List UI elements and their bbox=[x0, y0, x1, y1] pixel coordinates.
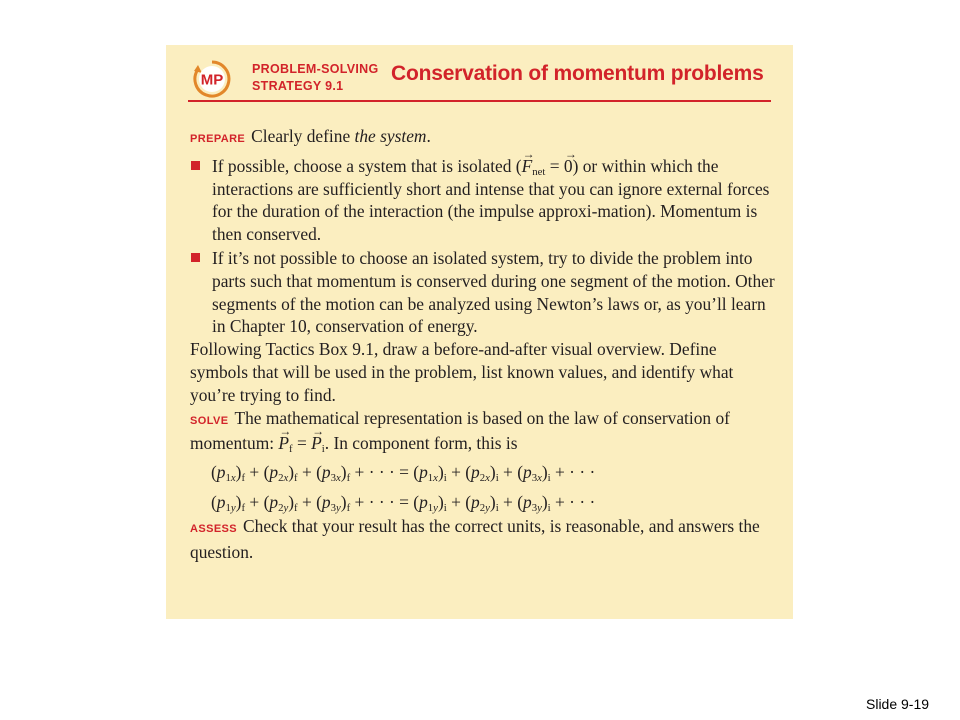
f-net-vector: → F bbox=[522, 155, 533, 178]
bullet-divide-problem: If it’s not possible to choose an isolated system, try to divide the problem into parts such that momentum is conserved during one segment of the motion. Other segments of the motion can be analyzed using Newton’s laws or, as you’ll learn in Chapter 10, conservation of energy. bbox=[190, 247, 775, 338]
bullet-isolated-system: If possible, choose a system that is isolated (→ $F_{net}$ = → 0) or within which the interactions are sufficiently short and intense that you can ignore external forces for the duration of the interaction (the impulse approxi-mation). Momentum is then conserved. bbox=[190, 155, 775, 246]
visual-overview-paragraph: Following Tactics Box 9.1, draw a before-and-after visual overview. Define symbols that will be used in the problem, list known values, and identify what you’re trying to find. bbox=[190, 339, 734, 405]
system-emphasis: the system bbox=[354, 126, 427, 146]
strategy-label-line1: PROBLEM-SOLVING bbox=[252, 62, 379, 76]
prepare-intro: PREPARE Clearly define the system. bbox=[190, 126, 431, 146]
prepare-bullets bbox=[190, 155, 775, 338]
strategy-title: Conservation of momentum problems bbox=[391, 62, 764, 85]
assess-tag: ASSESS bbox=[190, 523, 238, 536]
assess-paragraph: ASSESS Check that your result has the correct units, is reasonable, and answers the question. bbox=[190, 516, 760, 562]
mp-logo-icon bbox=[192, 59, 232, 99]
solve-paragraph: SOLVE The mathematical representation is based on the law of conservation of momentum: → $P_f$ = → $P_i$. In component form, this is bbox=[190, 407, 775, 456]
header-divider bbox=[188, 100, 771, 102]
mp-logo-text: MP bbox=[200, 71, 224, 89]
strategy-label-line2: STRATEGY 9.1 bbox=[252, 79, 344, 93]
zero-vector: → 0 bbox=[564, 155, 573, 178]
p-final-vector: → P bbox=[278, 432, 289, 455]
equation-x: $(p_{1x})_f + (p_{2x})_f + (p_{3x})_f$ + · · · = $(p_{1x})_i + (p_{2x})_i + (p_{3x})_i$ + · · · bbox=[211, 462, 596, 485]
strategy-content bbox=[190, 125, 775, 564]
prepare-tag: PREPARE bbox=[190, 133, 246, 145]
solve-tag: SOLVE bbox=[190, 414, 229, 427]
bullet-square-icon bbox=[191, 253, 200, 262]
strategy-label bbox=[252, 61, 379, 95]
strategy-box bbox=[166, 45, 793, 619]
bullet-square-icon bbox=[191, 161, 200, 170]
slide-number: Slide 9-19 bbox=[866, 696, 930, 712]
equation-y: $(p_{1y})_f + (p_{2y})_f + (p_{3y})_f$ + · · · = $(p_{1y})_i + (p_{2y})_i + (p_{3y})_i$ + · · · bbox=[211, 492, 596, 515]
p-initial-vector: → P bbox=[311, 432, 322, 455]
